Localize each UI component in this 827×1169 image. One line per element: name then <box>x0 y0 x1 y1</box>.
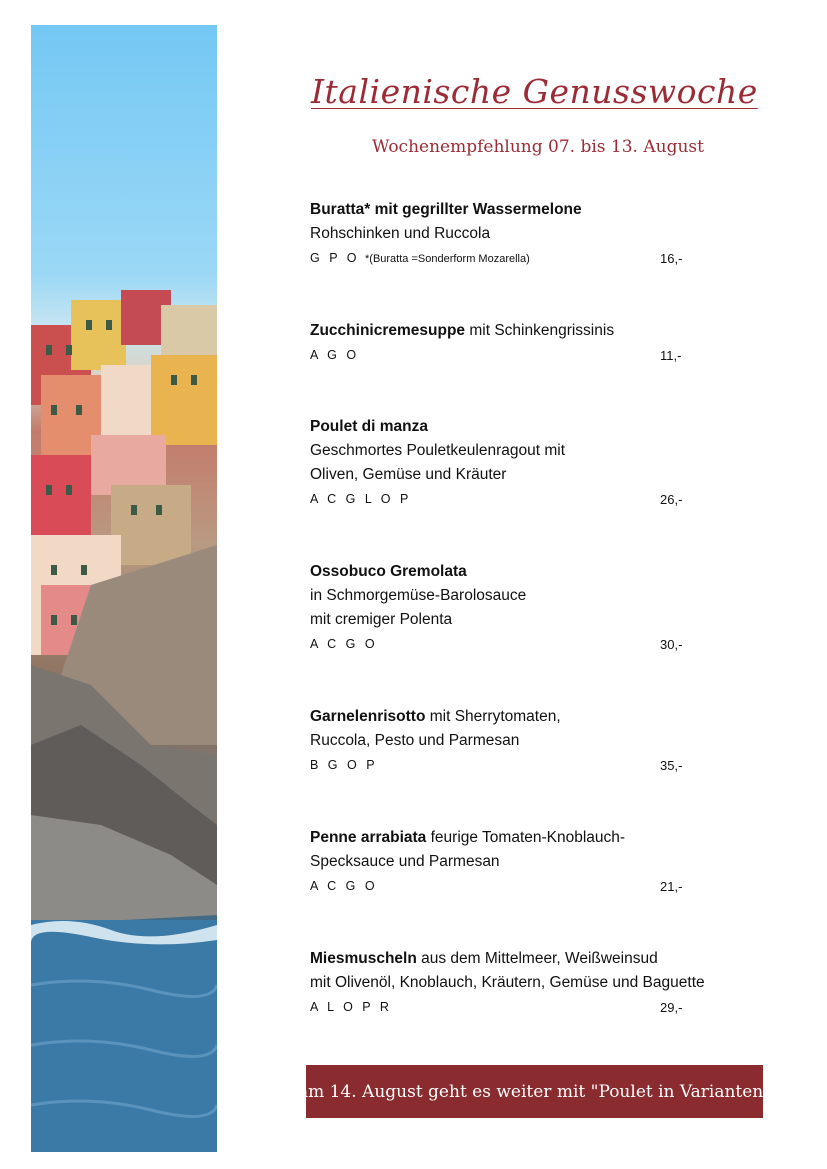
menu-subtitle: Wochenempfehlung 07. bis 13. August <box>372 137 704 157</box>
dish-allergens: A L O P R <box>310 1000 392 1014</box>
dish-description: Rohschinken und Ruccola <box>310 225 491 242</box>
dish-item <box>310 705 750 777</box>
dish-price: 26,- <box>660 492 683 507</box>
dish-name: Buratta <box>310 201 365 218</box>
dish-price: 16,- <box>660 251 683 266</box>
dish-name-rest: * mit gegrillter Wassermelone <box>364 201 582 218</box>
dish-description: mit Olivenöl, Knoblauch, Kräutern, Gemüse und Baguette <box>310 974 705 991</box>
dish-description: Specksauce und Parmesan <box>310 853 500 870</box>
dish-allergens: B G O P <box>310 758 378 772</box>
dish-price: 30,- <box>660 637 683 652</box>
menu-title: Italienische Genusswoche <box>311 72 758 111</box>
banner-text: am 14. August geht es weiter mit "Poulet in Varianten" <box>297 1081 772 1102</box>
dish-description: Geschmortes Pouletkeulenragout mit <box>310 442 566 459</box>
dish-name-rest: mit Sherrytomaten, <box>425 708 561 725</box>
dish-allergens: A C G L O P <box>310 492 412 506</box>
dish-item <box>310 198 750 270</box>
dish-name: Penne arrabiata <box>310 829 427 846</box>
dish-note: *(Buratta =Sonderform Mozarella) <box>365 253 530 265</box>
dish-name: Miesmuscheln <box>310 950 417 967</box>
dish-description: in Schmorgemüse-Barolosauce <box>310 587 527 604</box>
coastal-village-photo <box>31 25 217 1152</box>
dish-name: Ossobuco Gremolata <box>310 563 467 580</box>
dish-item <box>310 560 750 656</box>
dish-price: 11,- <box>660 348 682 363</box>
dish-allergens: A G O <box>310 348 360 362</box>
dish-name-rest: aus dem Mittelmeer, Weißweinsud <box>416 950 658 967</box>
dish-item <box>310 947 750 1019</box>
dish-name-rest: mit Schinkengrissinis <box>465 322 615 339</box>
announcement-banner <box>297 1065 772 1118</box>
dish-item <box>310 319 750 367</box>
dish-name: Garnelenrisotto <box>310 708 426 725</box>
dish-name-rest: feurige Tomaten-Knoblauch- <box>426 829 626 846</box>
dish-name: Zucchinicremesuppe <box>310 322 466 339</box>
dish-allergens: A C G O <box>310 879 378 893</box>
dish-allergens: G P O <box>310 251 360 265</box>
dish-price: 35,- <box>660 758 683 773</box>
dish-description: mit cremiger Polenta <box>310 611 453 628</box>
dish-allergens: A C G O <box>310 637 378 651</box>
dish-description: Oliven, Gemüse und Kräuter <box>310 466 507 483</box>
dish-name: Poulet di manza <box>310 418 428 435</box>
dish-description: Ruccola, Pesto und Parmesan <box>310 732 520 749</box>
dish-item <box>310 415 750 511</box>
dish-price: 21,- <box>660 879 683 894</box>
dish-price: 29,- <box>660 1000 683 1015</box>
dish-item <box>310 826 750 898</box>
